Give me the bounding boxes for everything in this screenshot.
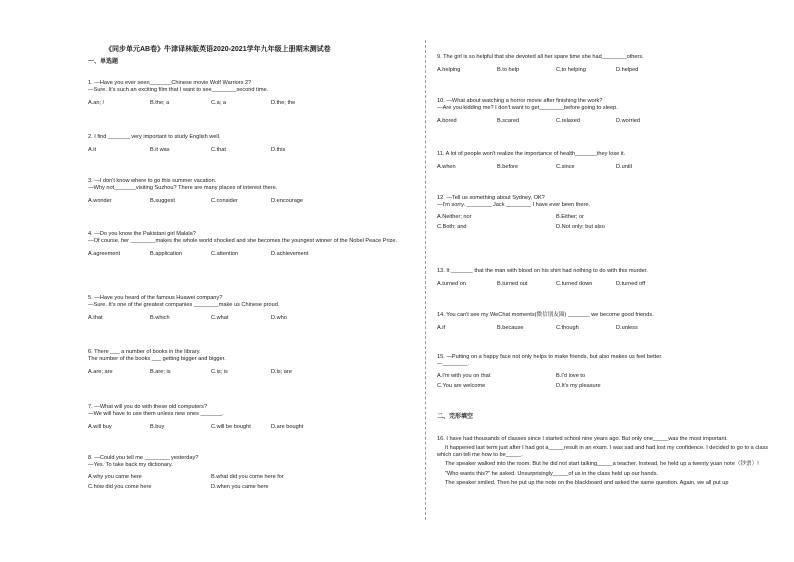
passage-paragraph: "Who wants this?" he asked. Unsurprisingly_____of us in the class held up our hands. (445, 470, 658, 477)
question-text: —Sure. It's such an exciting film that I want to see________second time. (88, 87, 269, 94)
exam-title: 《同步单元AB卷》牛津译林版英语2020-2021学年九年级上册期末测试卷 (105, 46, 331, 53)
option-c[interactable]: C.attention (211, 251, 239, 258)
passage-paragraph: 16. I have had thousands of classes since I started school nine years ago. But only one_____was the most important. (437, 436, 728, 442)
option-c[interactable]: C.You are welcome (437, 383, 486, 390)
option-b[interactable]: B.turned out (497, 281, 528, 288)
option-d[interactable]: D.the; the (271, 100, 296, 107)
option-d[interactable]: D.turned off (616, 281, 646, 288)
question-text: —I'm sorry. ________ Jack ________ I have ever been there. (437, 202, 591, 209)
option-b[interactable]: B.application (150, 251, 183, 258)
option-b[interactable]: B.suggest (150, 198, 175, 205)
option-d[interactable]: D.are bought (271, 424, 304, 431)
option-a[interactable]: A.turned on (437, 281, 466, 288)
question-text: 4. —Do you know the Pakistani girl Malala? (88, 231, 196, 237)
question-text: 2. I find _______ very important to study English well. (88, 134, 221, 140)
option-a[interactable]: A.if (437, 325, 446, 332)
question-text: 1. —Have you ever seen_______Chinese movie Wolf Warriors 2? (88, 80, 252, 86)
question-text: 8. —Could you tell me ________ yesterday? (88, 455, 199, 461)
option-d[interactable]: D.helped (616, 67, 639, 74)
option-c[interactable]: C.relaxed (556, 118, 580, 125)
question-text: —We will have to use them unless new ones _______. (88, 411, 224, 418)
option-d[interactable]: D.when you came here (211, 484, 269, 491)
question-9 (437, 54, 772, 75)
option-b[interactable]: B.it was (150, 147, 170, 154)
question-text: —Sure. It's one of the greatest companies ________make us Chinese proud. (88, 302, 280, 309)
question-text: 13. It _______ that the man with blood on his shirt had nothing to do with this murder. (437, 268, 648, 274)
question-7 (88, 404, 413, 432)
option-b[interactable]: B.which (150, 315, 170, 322)
option-a[interactable]: A.an; / (88, 100, 105, 107)
option-d[interactable]: D.Not only; but also (556, 224, 605, 231)
question-6 (88, 349, 413, 377)
section-heading-cloze: 二、完形填空 (437, 414, 474, 420)
option-d[interactable]: D.achievement (271, 251, 309, 258)
question-text: —Of course, her ________makes the whole world shocked and she becomes the youngest winner of the Nobel Peace Prize. (88, 238, 398, 245)
option-c[interactable]: C.consider (211, 198, 238, 205)
option-b[interactable]: B.before (497, 164, 519, 171)
passage-paragraph: The speaker smiled. Then he put up the note on the blackboard and asked the same question. Again, we all put up (445, 479, 729, 486)
option-b[interactable]: B.the; a (150, 100, 170, 107)
option-a[interactable]: A.it (88, 147, 97, 154)
question-13 (437, 268, 772, 289)
option-a[interactable]: A.will buy (88, 424, 112, 431)
question-text: The number of the books ___ getting bigger and bigger. (88, 356, 226, 363)
question-text: 6. There ___ a number of books in the library. (88, 349, 201, 355)
question-2 (88, 134, 413, 155)
option-d[interactable]: D.until (616, 164, 632, 171)
column-divider (425, 40, 426, 520)
question-1 (88, 80, 413, 108)
passage-paragraph: The speaker walked into the room. But he did not start talking_____a teacher. Instead, he held up a twenty yuan note（钞票）! (445, 461, 759, 468)
option-d[interactable]: D.unless (616, 325, 638, 332)
question-text: 3. —I don't know where to go this summer vacation. (88, 178, 217, 184)
option-a[interactable]: A.helping (437, 67, 461, 74)
option-a[interactable]: A.that (88, 315, 103, 322)
question-text: 7. —What will you do with these old computers? (88, 404, 208, 410)
question-text: 5. —Have you heard of the famous Huawei company? (88, 295, 223, 301)
question-8 (88, 455, 413, 492)
question-text: —Yes. To take back my dictionary. (88, 462, 173, 469)
question-text: 15. —Putting on a happy face not only helps to make friends, but also makes us feel better. (437, 354, 663, 360)
option-b[interactable]: B.what did you come here for (211, 474, 284, 481)
question-text: 12. —Tell us something about Sydney, OK? (437, 195, 545, 201)
question-text: —Are you kidding me? I don't want to get________before going to sleep. (437, 105, 618, 112)
question-3 (88, 178, 413, 206)
option-c[interactable]: C.turned down (556, 281, 593, 288)
question-14 (437, 312, 772, 333)
question-4 (88, 231, 413, 259)
passage-paragraph: It happened last term just after I had got a_____result in an exam. I was sad and had lost my confidence. I decided to go to a class which can tell me how to be_____. (437, 445, 769, 459)
option-b[interactable]: B.scared (497, 118, 520, 125)
section-heading-multiple-choice: 一、单选题 (88, 59, 119, 65)
option-a[interactable]: A.are; are (88, 369, 113, 376)
question-5 (88, 295, 413, 323)
option-b[interactable]: B.to help (497, 67, 520, 74)
option-c[interactable]: C.what (211, 315, 229, 322)
option-a[interactable]: A.agreement (88, 251, 121, 258)
option-a[interactable]: A.wonder (88, 198, 112, 205)
question-text: 11. A lot of people won't realize the importance of health_______they lose it. (437, 151, 626, 157)
option-c[interactable]: C.a; a (211, 100, 226, 107)
question-text: 14. You can't see my WeChat moments(微信朋友圈) _______ we become good friends. (437, 312, 654, 318)
option-c[interactable]: C.how did you come here (88, 484, 152, 491)
question-11 (437, 151, 772, 172)
question-text: —Why not_______visiting Suzhou? There are many places of interest there. (88, 185, 278, 192)
option-c[interactable]: C.to helping (556, 67, 586, 74)
option-c[interactable]: C.will be bought (211, 424, 251, 431)
question-text: 10. —What about watching a horror movie after finishing the work? (437, 98, 603, 104)
option-a[interactable]: A.why you came here (88, 474, 142, 481)
option-d[interactable]: D.is; are (271, 369, 292, 376)
option-c[interactable]: C.Both; and (437, 224, 467, 231)
option-b[interactable]: B.because (497, 325, 524, 332)
option-d[interactable]: D.encourage (271, 198, 304, 205)
option-c[interactable]: C.is; is (211, 369, 228, 376)
option-d[interactable]: D.who (271, 315, 287, 322)
option-d[interactable]: D.this (271, 147, 286, 154)
option-d[interactable]: D.worried (616, 118, 640, 125)
option-a[interactable]: A.Neither; nor (437, 214, 472, 221)
option-b[interactable]: B.I'd love to (556, 373, 586, 380)
option-b[interactable]: B.Either; or (556, 214, 584, 221)
question-10 (437, 98, 772, 126)
option-c[interactable]: C.that (211, 147, 226, 154)
question-text: 9. The girl is so helpful that she devoted all her spare time she had________others. (437, 54, 644, 60)
question-text: —________. (437, 361, 470, 368)
option-b[interactable]: B.are; is (150, 369, 171, 376)
option-a[interactable]: A.bored (437, 118, 457, 125)
option-c[interactable]: C.though (556, 325, 579, 332)
option-b[interactable]: B.buy (150, 424, 165, 431)
option-c[interactable]: C.since (556, 164, 575, 171)
option-a[interactable]: A.when (437, 164, 456, 171)
question-12 (437, 195, 772, 232)
question-15 (437, 354, 772, 391)
option-a[interactable]: A.I'm with you on that (437, 373, 491, 380)
option-d[interactable]: D.It's my pleasure (556, 383, 601, 390)
cloze-passage (437, 436, 772, 489)
